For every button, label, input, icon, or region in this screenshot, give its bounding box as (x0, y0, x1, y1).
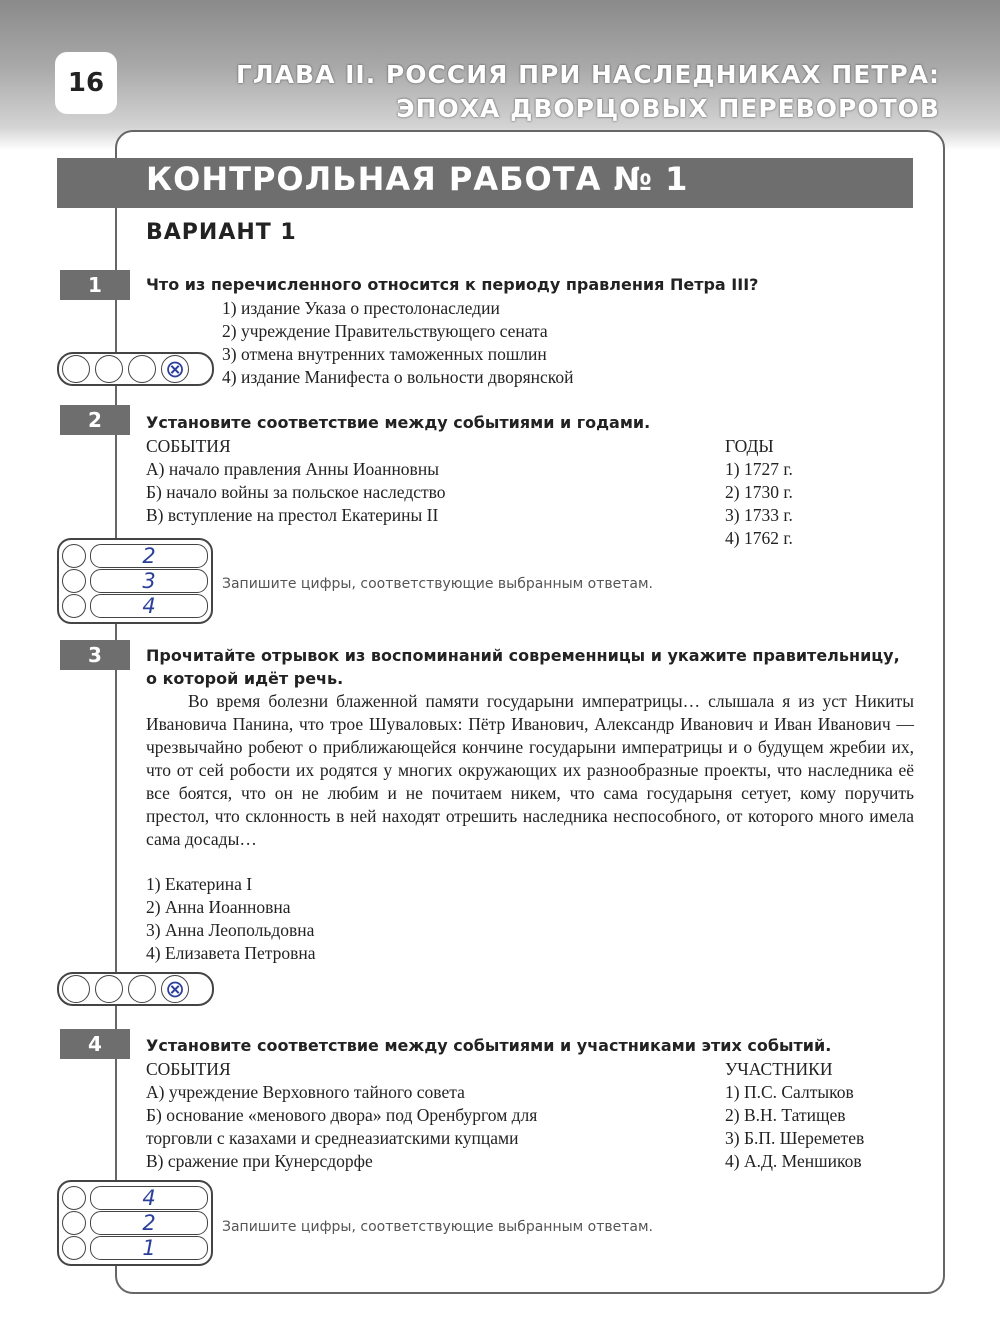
q4-answer-c[interactable]: 1 (90, 1236, 208, 1260)
question-1-number: 1 (60, 270, 130, 300)
q3-option-1: 1) Екатерина I (146, 874, 253, 894)
q4-row-b-dot (62, 1211, 86, 1235)
q4-participant-1: 1) П.С. Салтыков (725, 1082, 854, 1102)
q2-answer-block (57, 538, 213, 624)
q4-event-b-continued: торговли с казахами и среднеазиатскими купцами (146, 1128, 519, 1148)
q2-row-b-dot (62, 569, 86, 593)
q3-option-4: 4) Елизавета Петровна (146, 943, 316, 963)
q4-participant-3: 3) Б.П. Шереметев (725, 1128, 865, 1148)
q2-year-4: 4) 1762 г. (725, 528, 793, 548)
q3-passage: Во время болезни блаженной памяти государыни императрицы… слышала я из уст Никиты Ивановича Панина, что трое Шуваловых: Пётр Иванович, Александр Иванович и Иван Иванович — чрезвычайно робеют о приближающейся кончине государыни императрицы и о будущем жребии их, что от сей робости их родятся у многих окружающих их разнообразные проекты, что наследника её все боятся, что он не любим и не почитаем никем, что сама государыня сетует, кому поручить престол, что склонность в ней находят отрешить наследника неспособного, от которого много имела сама досады… (146, 691, 914, 849)
q2-years-header: ГОДЫ (725, 436, 774, 456)
q4-event-a: А) учреждение Верховного тайного совета (146, 1082, 465, 1102)
q1-answer-circle-1[interactable] (62, 355, 90, 383)
q3-option-2: 2) Анна Иоанновна (146, 897, 291, 917)
q2-answer-a[interactable]: 2 (90, 544, 208, 568)
question-2-number: 2 (60, 405, 130, 435)
q1-option-4: 4) издание Манифеста о вольности дворянской (222, 367, 574, 387)
q2-hint-text: Запишите цифры, соответствующие выбранным ответам. (222, 576, 654, 592)
question-3-number: 3 (60, 640, 130, 670)
q4-participant-4: 4) А.Д. Меншиков (725, 1151, 862, 1171)
chapter-title-line-1: ГЛАВА II. РОССИЯ ПРИ НАСЛЕДНИКАХ ПЕТРА: (235, 60, 940, 89)
q2-event-a: А) начало правления Анны Иоанновны (146, 459, 439, 479)
q3-answer-circle-2[interactable] (95, 975, 123, 1003)
q3-answer-circle-3[interactable] (128, 975, 156, 1003)
question-1-text: Что из перечисленного относится к периоду правления Петра III? (146, 275, 759, 294)
q4-participant-2: 2) В.Н. Татищев (725, 1105, 846, 1125)
q2-answer-b[interactable]: 3 (90, 569, 208, 593)
q2-row-c-dot (62, 594, 86, 618)
q2-row-a-dot (62, 544, 86, 568)
question-4-text: Установите соответствие между событиями и участниками этих событий. (146, 1036, 832, 1055)
q4-participants-header: УЧАСТНИКИ (725, 1059, 833, 1079)
q4-answer-a[interactable]: 4 (90, 1186, 208, 1210)
q2-year-3: 3) 1733 г. (725, 505, 793, 525)
q4-hint-text: Запишите цифры, соответствующие выбранным ответам. (222, 1219, 654, 1235)
q1-option-1: 1) издание Указа о престолонаследии (222, 298, 500, 318)
q2-year-1: 1) 1727 г. (725, 459, 793, 479)
q4-event-c: В) сражение при Кунерсдорфе (146, 1151, 373, 1171)
q1-selected-mark: ⊗ (164, 355, 186, 383)
q3-option-3: 3) Анна Леопольдовна (146, 920, 315, 940)
question-2-text: Установите соответствие между событиями и годами. (146, 413, 651, 432)
q2-answer-c[interactable]: 4 (90, 594, 208, 618)
q3-answer-circle-4[interactable] (161, 975, 189, 1003)
q2-event-b: Б) начало войны за польское наследство (146, 482, 446, 502)
q2-event-c: В) вступление на престол Екатерины II (146, 505, 439, 525)
variant-heading: ВАРИАНТ 1 (146, 220, 297, 245)
q4-row-c-dot (62, 1236, 86, 1260)
q1-option-3: 3) отмена внутренних таможенных пошлин (222, 344, 547, 364)
q1-answer-circle-3[interactable] (128, 355, 156, 383)
q1-answer-capsule (57, 352, 214, 386)
q3-selected-mark: ⊗ (164, 975, 186, 1003)
q4-events-header: СОБЫТИЯ (146, 1059, 231, 1079)
chapter-title-line-2: ЭПОХА ДВОРЦОВЫХ ПЕРЕВОРОТОВ (396, 94, 940, 123)
worksheet-title: КОНТРОЛЬНАЯ РАБОТА № 1 (146, 160, 689, 198)
q1-answer-circle-4[interactable] (161, 355, 189, 383)
q4-row-a-dot (62, 1186, 86, 1210)
q2-events-header: СОБЫТИЯ (146, 436, 231, 456)
q3-answer-circle-1[interactable] (62, 975, 90, 1003)
q4-answer-block (57, 1180, 213, 1266)
q4-answer-b[interactable]: 2 (90, 1211, 208, 1235)
question-3-text-line-2: о которой идёт речь. (146, 669, 344, 688)
q1-option-2: 2) учреждение Правительствующего сената (222, 321, 548, 341)
q3-answer-capsule (57, 972, 214, 1006)
page-number: 16 (55, 52, 117, 114)
q4-event-b: Б) основание «менового двора» под Оренбургом для (146, 1105, 538, 1125)
question-4-number: 4 (60, 1029, 130, 1059)
question-3-text-line-1: Прочитайте отрывок из воспоминаний современницы и укажите правительницу, (146, 646, 900, 665)
q2-year-2: 2) 1730 г. (725, 482, 793, 502)
q1-answer-circle-2[interactable] (95, 355, 123, 383)
